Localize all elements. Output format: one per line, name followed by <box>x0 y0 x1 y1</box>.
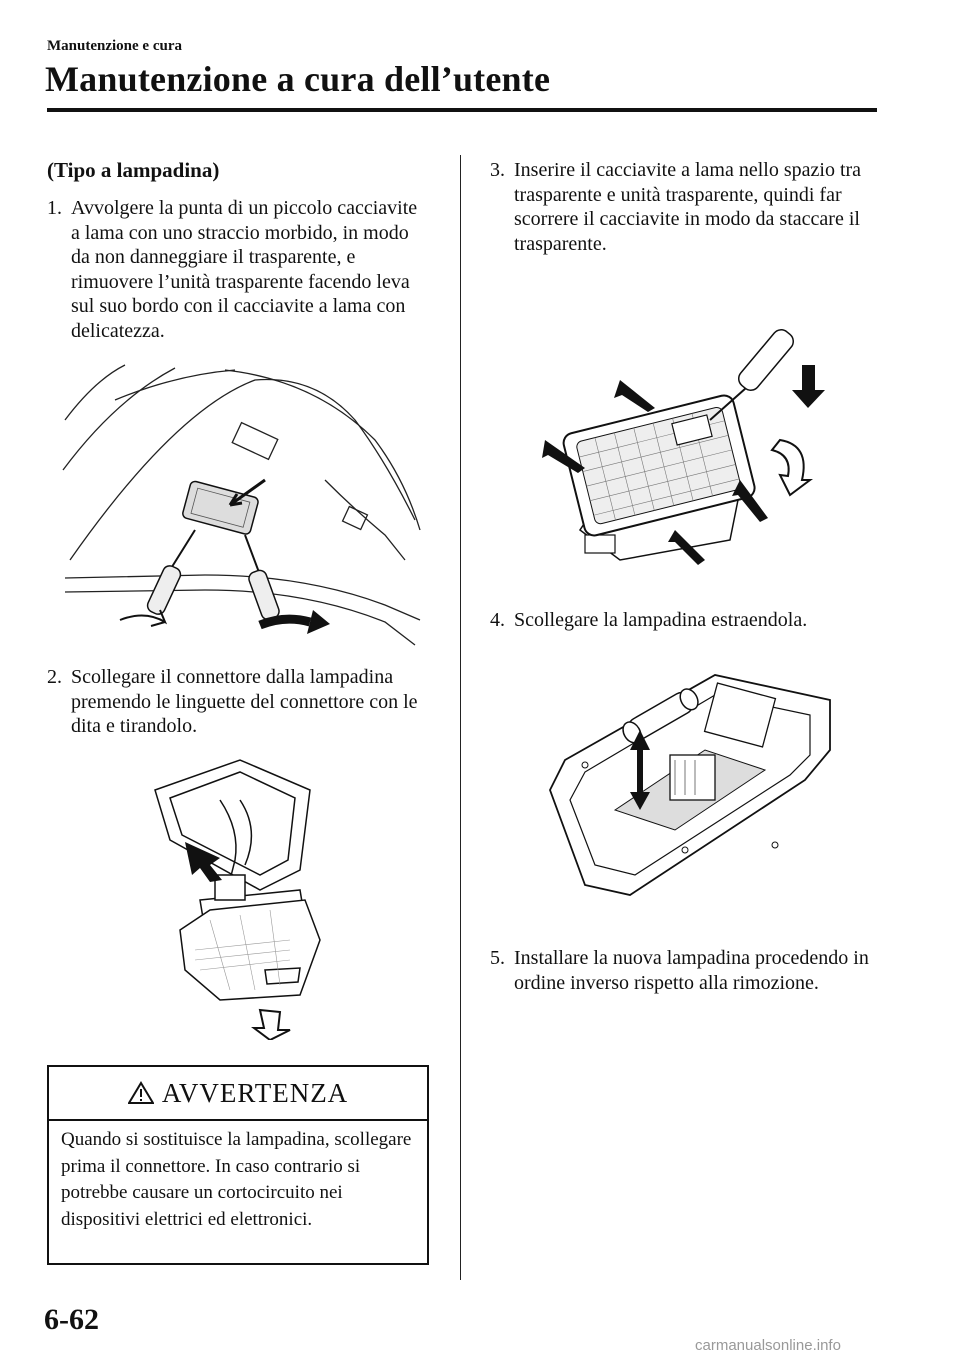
page-title: Manutenzione a cura dell’utente <box>45 59 551 99</box>
step-text: Scollegare il connettore dalla lampadina premendo le linguette del connettore con le dita e tirandolo. <box>71 666 418 738</box>
warning-heading: AVVERTENZA <box>161 1077 349 1108</box>
figure-lens-removal <box>55 360 425 650</box>
step-number: 5. <box>490 947 505 969</box>
watermark: carmanualsonline.info <box>695 1337 841 1354</box>
step-2 <box>47 665 427 739</box>
step-number: 2. <box>47 666 62 688</box>
figure-lens-detach <box>540 310 840 580</box>
step-number: 1. <box>47 197 62 219</box>
page-number: 6-62 <box>44 1303 99 1336</box>
step-3 <box>490 158 870 256</box>
step-5 <box>490 946 870 995</box>
column-divider <box>460 155 461 1280</box>
step-text: Avvolgere la punta di un piccolo cacciavite a lama con uno straccio morbido, in modo da non danneggiare il trasparente, e rimuovere l’unità trasparente facendo leva sul suo bordo con il cacciavite a lama con delicatezza. <box>71 197 418 342</box>
warning-icon <box>128 1081 154 1105</box>
subsection-title: (Tipo a lampadina) <box>47 158 220 182</box>
figure-bulb-removal <box>545 660 840 900</box>
step-4 <box>490 608 870 633</box>
step-text: Installare la nuova lampadina procedendo in ordine inverso rispetto alla rimozione. <box>514 947 869 994</box>
warning-header <box>49 1067 427 1121</box>
step-text: Inserire il cacciavite a lama nello spazio tra trasparente e unità trasparente, quindi far scorrere il cacciavite in modo da staccare il trasparente. <box>514 159 862 255</box>
step-1 <box>47 196 427 344</box>
warning-box <box>47 1065 429 1265</box>
warning-text: Quando si sostituisce la lampadina, scollegare prima il connettore. In caso contrario si potrebbe causare un cortocircuito nei dispositivi elettrici ed elettronici. <box>61 1129 412 1230</box>
section-label: Manutenzione e cura <box>47 38 182 54</box>
title-rule <box>47 108 877 112</box>
step-number: 3. <box>490 159 505 181</box>
step-text: Scollegare la lampadina estraendola. <box>514 609 808 631</box>
figure-connector <box>150 750 330 1040</box>
step-number: 4. <box>490 609 505 631</box>
